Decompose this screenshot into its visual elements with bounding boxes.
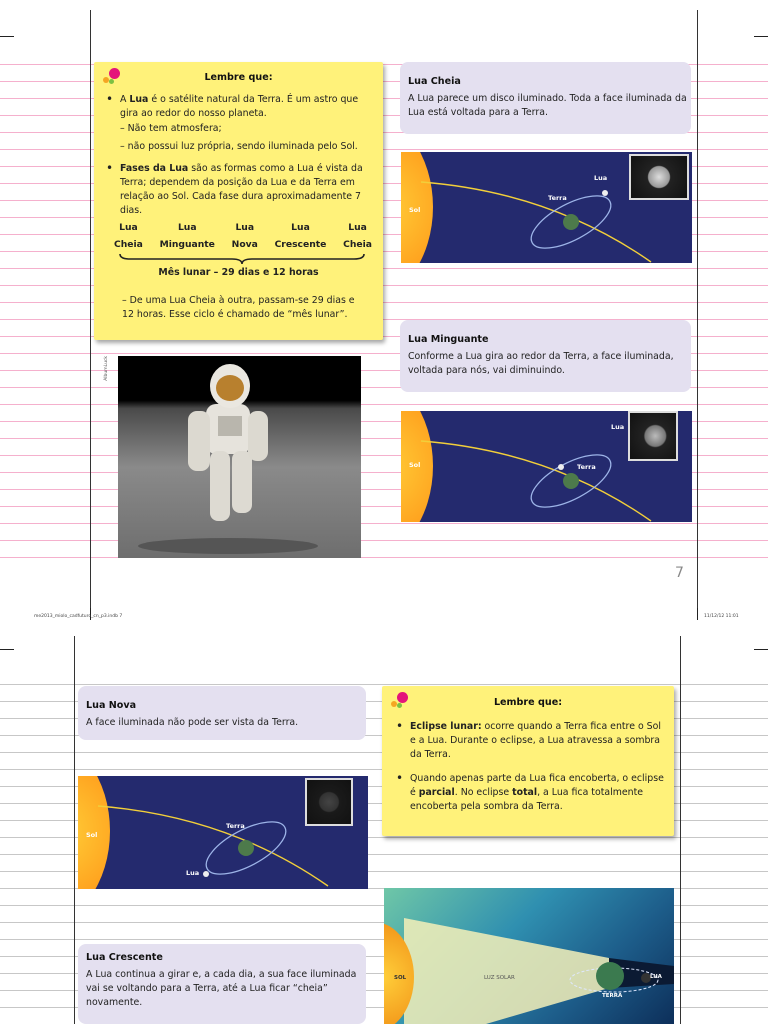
bullet-parcial-total: • Quando apenas parte da Lua fica encoberta, o eclipse é parcial. No eclipse total, a Lua fica totalmente encoberta pela sombra da Terra. xyxy=(394,772,666,814)
phase-row xyxy=(114,221,372,252)
photo-credit: AlbumLuck xyxy=(104,356,109,381)
label-sol: SOL xyxy=(394,975,407,981)
card-title: Lua Crescente xyxy=(86,952,163,963)
phase-crescente: Lua Crescente xyxy=(274,222,327,250)
phase-cheia: Lua Cheia xyxy=(114,222,143,250)
label-lua: LUA xyxy=(650,974,662,980)
crop-mark xyxy=(754,649,768,650)
card-text: Conforme a Lua gira ao redor da Terra, a face iluminada, voltada para nós, vai diminuindo. xyxy=(408,351,674,376)
card-title: Lua Nova xyxy=(86,700,137,711)
card-text: A Lua parece um disco iluminado. Toda a face iluminada da Lua está voltada para a Terra. xyxy=(408,93,687,118)
label-terra: TERRA xyxy=(602,993,623,999)
dash-atmosfera: – Não tem atmosfera; xyxy=(120,123,222,134)
page-number: 7 xyxy=(675,565,684,581)
diagram-lua-cheia xyxy=(401,152,692,263)
reminder-card-eclipse xyxy=(382,686,674,836)
astronaut-icon xyxy=(118,356,361,558)
new-moon-photo xyxy=(305,778,353,826)
dash-mes-lunar: – De uma Lua Cheia à outra, passam-se 29 dias e 12 horas. Esse ciclo é chamado de “mês lunar”. xyxy=(122,295,355,320)
card-lua-nova xyxy=(78,686,366,740)
bullet-lua: • A Lua é o satélite natural da Terra. É um astro que gira ao redor do nosso planeta. xyxy=(104,93,376,121)
bullet-fases: • Fases da Lua são as formas como a Lua é vista da Terra; dependem da posição da Lua e da Terra em relação ao Sol. Cada fase dura aproximadamente 7 dias. xyxy=(104,162,376,218)
waning-moon-photo xyxy=(628,411,678,461)
crop-mark xyxy=(697,608,698,620)
brace-icon xyxy=(118,252,366,266)
label-sol: Sol xyxy=(409,206,421,214)
slug-left: me2013_miolo_cadfuturo_cn_p3.indb 7 xyxy=(34,614,123,619)
diagram-eclipse xyxy=(384,888,674,1024)
phase-nova: Lua Nova xyxy=(231,222,258,250)
card-body xyxy=(104,93,376,224)
reminder-card-phases xyxy=(94,62,383,340)
label-terra: Terra xyxy=(226,822,245,830)
card-body xyxy=(394,720,666,820)
crop-mark xyxy=(754,36,768,37)
card-heading: Lembre que: xyxy=(204,72,273,83)
phase-cheia-2: Lua Cheia xyxy=(343,222,372,250)
label-sol: Sol xyxy=(409,461,421,469)
diagram-lua-nova xyxy=(78,776,368,889)
card-heading: Lembre que: xyxy=(493,697,563,708)
card-lua-minguante xyxy=(400,320,691,392)
card-text: A face iluminada não pode ser vista da Terra. xyxy=(86,717,299,728)
dash-luz: – não possui luz própria, sendo iluminada pelo Sol. xyxy=(120,141,358,152)
astronaut-photo xyxy=(118,356,361,558)
label-terra: Terra xyxy=(577,463,596,471)
full-moon-photo xyxy=(629,154,689,200)
card-lua-crescente xyxy=(78,944,366,1024)
margin-line-right-top xyxy=(697,10,698,610)
phase-minguante: Lua Minguante xyxy=(159,222,215,250)
card-text: A Lua continua a girar e, a cada dia, a sua face iluminada vai se voltando para a Terra, até a Lua ficar “cheia” novamente. xyxy=(86,969,357,1008)
card-lua-cheia xyxy=(400,62,691,134)
label-lua: Lua xyxy=(186,869,200,877)
label-terra: Terra xyxy=(548,194,567,202)
label-luz-solar: LUZ SOLAR xyxy=(484,975,515,981)
crop-mark xyxy=(0,36,14,37)
margin-line-left-bottom xyxy=(74,636,75,1024)
label-lua: Lua xyxy=(611,423,625,431)
slug-right: 11/12/12 11:01 xyxy=(704,614,739,619)
label-sol: Sol xyxy=(86,831,98,839)
card-title: Lua Minguante xyxy=(408,334,489,345)
label-lua: Lua xyxy=(594,174,608,182)
lunar-month: Mês lunar – 29 dias e 12 horas xyxy=(158,267,319,278)
bullet-eclipse: • Eclipse lunar: ocorre quando a Terra fica entre o Sol e a Lua. Durante o eclipse, a Lua atravessa a sombra da Terra. xyxy=(394,720,666,762)
crop-mark xyxy=(0,649,14,650)
margin-line-right-bottom xyxy=(680,636,681,1024)
eclipse-icon xyxy=(384,888,674,1024)
diagram-lua-minguante xyxy=(401,411,692,522)
margin-line-left-top xyxy=(90,10,91,610)
card-title: Lua Cheia xyxy=(408,76,461,87)
